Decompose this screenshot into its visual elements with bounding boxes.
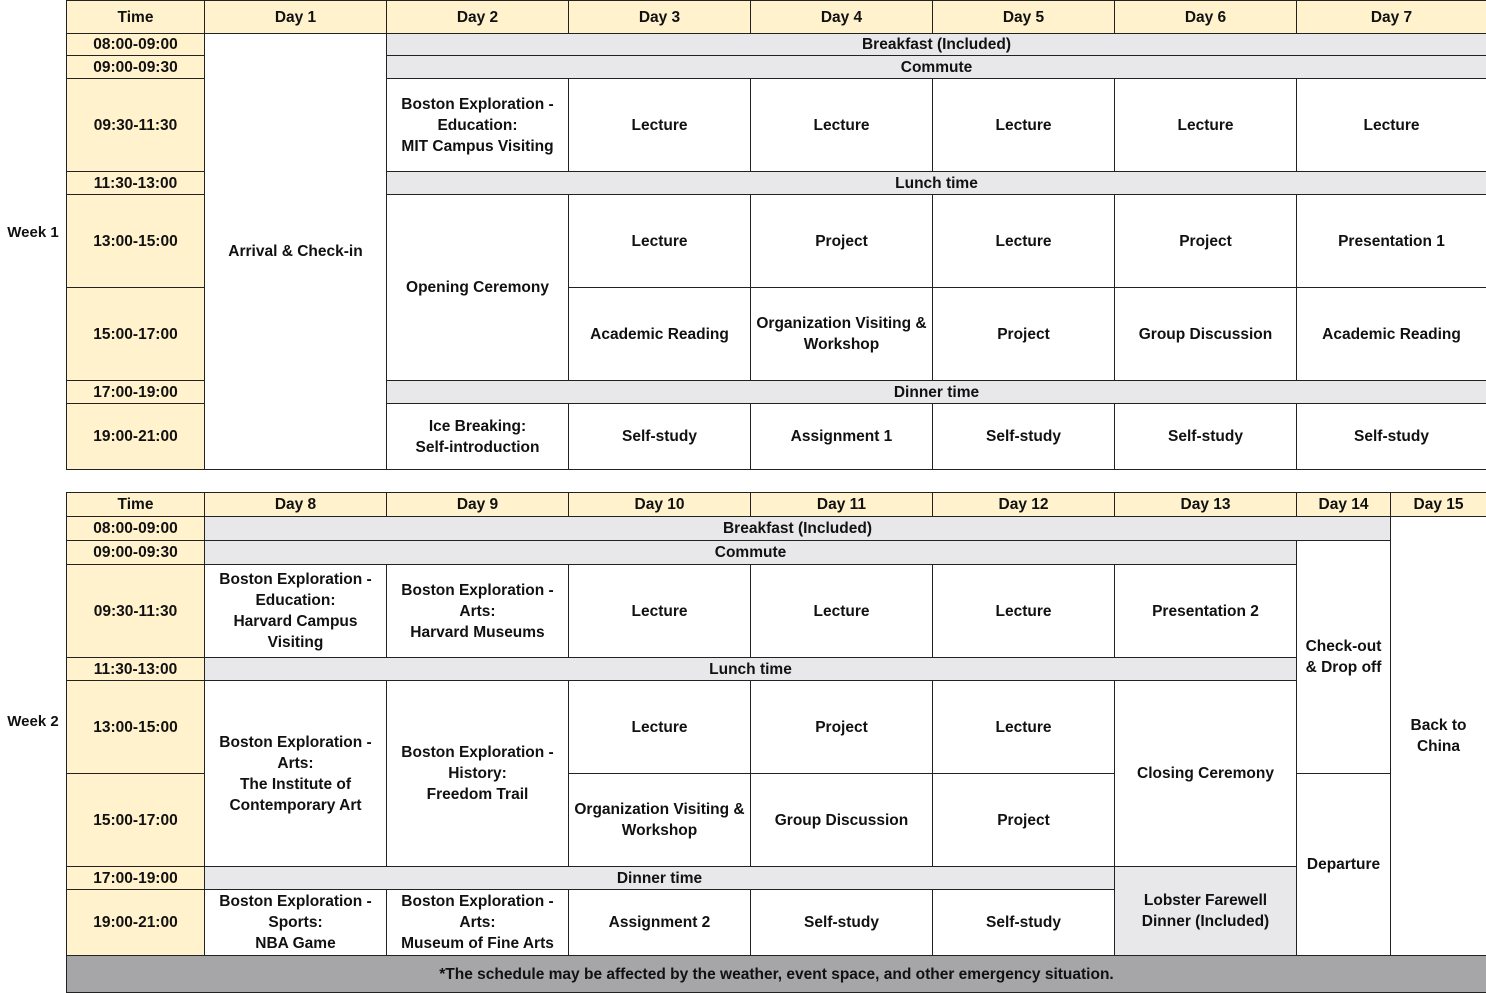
activity-line: Museum of Fine Arts — [401, 935, 554, 952]
activity-cell — [569, 774, 751, 867]
activity-line: Freedom Trail — [426, 786, 529, 803]
activity-cell: Lecture — [569, 681, 751, 774]
header-day-1: Day 1 — [205, 1, 387, 34]
dinner-cell: Dinner time — [387, 381, 1486, 404]
activity-cell: Lecture — [933, 195, 1115, 288]
activity-cell: Presentation 1 — [1297, 195, 1486, 288]
activity-line: History: — [448, 765, 507, 782]
activity-cell: Assignment 1 — [751, 404, 933, 470]
activity-cell: Self-study — [1297, 404, 1486, 470]
header-day-2: Day 2 — [387, 1, 569, 34]
activity-cell: Self-study — [1115, 404, 1297, 470]
activity-cell: Assignment 2 — [569, 890, 751, 956]
time-slot: 15:00-17:00 — [67, 288, 205, 381]
activity-cell: Lecture — [751, 565, 933, 658]
activity-line: Education: — [437, 116, 518, 134]
activity-cell: Group Discussion — [1115, 288, 1297, 381]
activity-cell — [387, 890, 569, 956]
time-slot: 09:00-09:30 — [67, 56, 205, 79]
row-morning — [67, 565, 1486, 658]
week-1-label: Week 1 — [7, 224, 59, 241]
row-note — [67, 956, 1486, 993]
activity-cell: Project — [1115, 195, 1297, 288]
activity-cell: Self-study — [933, 890, 1115, 956]
activity-line: Organization Visiting & — [574, 801, 745, 818]
row-dinner — [67, 867, 1486, 890]
time-slot: 09:00-09:30 — [67, 541, 205, 565]
checkout-cell — [1297, 541, 1391, 774]
row-breakfast — [67, 34, 1486, 56]
time-slot: 09:30-11:30 — [67, 79, 205, 172]
activity-line: Arts: — [277, 754, 314, 772]
time-slot: 11:30-13:00 — [67, 658, 205, 681]
activity-cell: Project — [751, 681, 933, 774]
activity-line: Dinner (Included) — [1141, 913, 1270, 930]
activity-cell: Project — [751, 195, 933, 288]
arrival-cell: Arrival & Check-in — [205, 34, 387, 470]
activity-cell: Group Discussion — [751, 774, 933, 867]
activity-cell — [205, 890, 387, 956]
header-day-8: Day 8 — [205, 493, 387, 517]
activity-line: Organization Visiting & — [756, 315, 927, 332]
activity-cell — [205, 565, 387, 658]
activity-line: Back to — [1410, 717, 1467, 734]
commute-cell: Commute — [205, 541, 1297, 565]
time-slot: 13:00-15:00 — [67, 195, 205, 288]
week-2-label: Week 2 — [7, 713, 59, 730]
week-1-schedule-table — [66, 0, 1486, 470]
activity-line: Arts: — [459, 914, 496, 931]
header-day-13: Day 13 — [1115, 493, 1297, 517]
lunch-cell: Lunch time — [205, 658, 1297, 681]
header-day-6: Day 6 — [1115, 1, 1297, 34]
activity-line: Contemporary Art — [229, 796, 362, 814]
opening-ceremony-cell: Opening Ceremony — [387, 195, 569, 381]
farewell-dinner-cell — [1115, 867, 1297, 956]
activity-line: Lobster Farewell — [1143, 892, 1268, 909]
activity-cell — [751, 288, 933, 381]
activity-line: Boston Exploration - — [401, 893, 554, 910]
activity-line: The Institute of — [239, 775, 352, 793]
header-time: Time — [67, 1, 205, 34]
activity-cell — [205, 681, 387, 867]
activity-cell: Self-study — [933, 404, 1115, 470]
activity-cell: Lecture — [569, 79, 751, 172]
time-slot: 08:00-09:00 — [67, 34, 205, 56]
dinner-cell: Dinner time — [205, 867, 1115, 890]
activity-line: & Drop off — [1305, 659, 1382, 676]
header-day-12: Day 12 — [933, 493, 1115, 517]
breakfast-cell: Breakfast (Included) — [205, 517, 1391, 541]
departure-cell: Departure — [1297, 774, 1391, 956]
activity-line: Boston Exploration - — [219, 733, 372, 751]
row-breakfast — [67, 517, 1486, 541]
commute-cell: Commute — [387, 56, 1486, 79]
activity-line: Harvard Campus — [233, 613, 358, 630]
row-commute — [67, 541, 1486, 565]
time-slot: 15:00-17:00 — [67, 774, 205, 867]
activity-cell: Project — [933, 288, 1115, 381]
activity-cell: Project — [933, 774, 1115, 867]
activity-cell: Self-study — [751, 890, 933, 956]
activity-line: Boston Exploration - — [219, 893, 372, 910]
activity-line: Boston Exploration - — [401, 744, 554, 761]
time-slot: 17:00-19:00 — [67, 381, 205, 404]
activity-cell: Lecture — [1297, 79, 1486, 172]
breakfast-cell: Breakfast (Included) — [387, 34, 1486, 56]
activity-line: Visiting — [267, 634, 324, 651]
activity-cell: Lecture — [569, 195, 751, 288]
activity-cell — [387, 565, 569, 658]
header-row — [67, 493, 1486, 517]
activity-line: Boston Exploration - — [401, 581, 554, 599]
activity-cell: Academic Reading — [569, 288, 751, 381]
back-to-china-cell — [1391, 517, 1486, 956]
activity-line: Ice Breaking: — [428, 417, 527, 435]
activity-cell: Lecture — [751, 79, 933, 172]
schedule-note: *The schedule may be affected by the weather, event space, and other emergency situation. — [67, 956, 1486, 993]
activity-cell — [387, 404, 569, 470]
activity-line: Harvard Museums — [410, 623, 545, 641]
time-slot: 13:00-15:00 — [67, 681, 205, 774]
activity-line: Education: — [255, 592, 336, 609]
activity-cell: Lecture — [933, 79, 1115, 172]
activity-line: Self-introduction — [415, 438, 540, 456]
time-slot: 19:00-21:00 — [67, 890, 205, 956]
time-slot: 08:00-09:00 — [67, 517, 205, 541]
header-day-7: Day 7 — [1297, 1, 1486, 34]
activity-cell — [387, 79, 569, 172]
week-2-schedule-table — [66, 492, 1486, 993]
activity-cell: Lecture — [933, 565, 1115, 658]
header-day-9: Day 9 — [387, 493, 569, 517]
activity-line: Check-out — [1305, 638, 1382, 655]
activity-cell: Self-study — [569, 404, 751, 470]
activity-line: Arts: — [459, 602, 496, 620]
row-afternoon-1 — [67, 681, 1486, 774]
activity-cell: Academic Reading — [1297, 288, 1486, 381]
activity-line: Sports: — [268, 914, 323, 931]
activity-line: China — [1416, 738, 1461, 755]
activity-cell — [387, 681, 569, 867]
activity-cell: Lecture — [569, 565, 751, 658]
lunch-cell: Lunch time — [387, 172, 1486, 195]
header-day-14: Day 14 — [1297, 493, 1391, 517]
header-day-5: Day 5 — [933, 1, 1115, 34]
activity-line: Boston Exploration - — [219, 571, 372, 588]
activity-line: Workshop — [621, 822, 698, 839]
activity-line: MIT Campus Visiting — [401, 137, 554, 155]
header-row — [67, 1, 1486, 34]
activity-line: Workshop — [803, 336, 880, 353]
header-day-3: Day 3 — [569, 1, 751, 34]
activity-cell: Lecture — [1115, 79, 1297, 172]
header-day-11: Day 11 — [751, 493, 933, 517]
activity-cell: Presentation 2 — [1115, 565, 1297, 658]
activity-line: NBA Game — [255, 935, 336, 952]
header-day-15: Day 15 — [1391, 493, 1486, 517]
time-slot: 09:30-11:30 — [67, 565, 205, 658]
header-time: Time — [67, 493, 205, 517]
activity-cell: Lecture — [933, 681, 1115, 774]
time-slot: 11:30-13:00 — [67, 172, 205, 195]
time-slot: 19:00-21:00 — [67, 404, 205, 470]
time-slot: 17:00-19:00 — [67, 867, 205, 890]
activity-line: Boston Exploration - — [401, 95, 554, 113]
header-day-10: Day 10 — [569, 493, 751, 517]
row-lunch — [67, 658, 1486, 681]
closing-ceremony-cell: Closing Ceremony — [1115, 681, 1297, 867]
header-day-4: Day 4 — [751, 1, 933, 34]
